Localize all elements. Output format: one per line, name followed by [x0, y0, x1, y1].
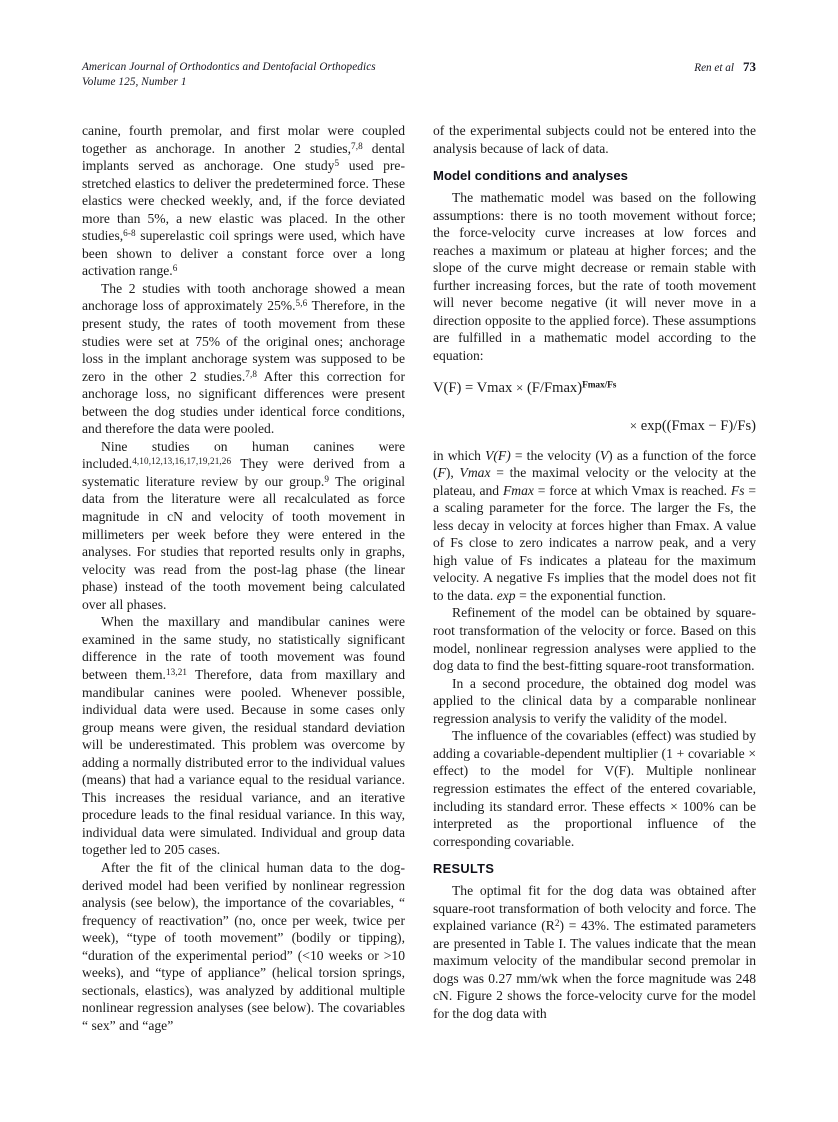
text-run: = force at which Vmax is reached.	[533, 482, 731, 498]
italic-term: V(F)	[485, 447, 511, 463]
italic-term: Fs	[730, 482, 745, 498]
citation-superscript: 7,8	[351, 140, 363, 151]
body-paragraph	[433, 447, 756, 605]
citation-superscript: 5,6	[295, 298, 308, 309]
journal-volume-line: Volume 125, Number 1	[82, 75, 187, 88]
text-run: Nine studies on human canines were included.	[82, 438, 405, 472]
journal-title-line: American Journal of Orthodontics and Dentofacial Orthopedics	[82, 61, 376, 73]
equation-line-2	[433, 397, 756, 435]
text-run: dental implants served as anchorage. One study	[82, 140, 405, 174]
citation-superscript: 2	[554, 918, 560, 929]
running-head-authors-page	[694, 60, 756, 76]
body-paragraph	[433, 882, 756, 1022]
italic-term: Fmax	[502, 482, 534, 498]
text-run: Refinement of the model can be obtained by square-root transformation of the velocity or force. Based on this model, nonlinear regression analyses were applied to the dog data to find the best-fitting square-root transformation.	[433, 605, 756, 674]
text-run: ) = 43%. The estimated parameters are presented in Table I. The values indicate that the mean maximum velocity of the mandibular second premolar in dogs was 0.27 mm/wk when the force magnitude was 248 cN. Figure 2 shows the force-velocity curve for the model for the dog data with	[433, 918, 756, 1021]
text-run: They were derived from a systematic literature review by our group.	[82, 456, 405, 489]
running-head-authors: Ren et al	[694, 62, 734, 74]
model-equation	[433, 365, 756, 447]
italic-term: exp	[496, 587, 516, 603]
text-run: Therefore, data from maxillary and mandibular canines were pooled. Whenever possible, individual data were used. Because in some cases only group means were given, the residual standard deviation will be underestimated. This problem was overcome by adding a normally distributed error to the individual values (means) that had a variance equal to the residual variance. This increases the residual variance, and an iterative procedure leads to the final residual variance. In this way, individual data were simulated. Individual and group data together led to 205 cases.	[82, 666, 405, 858]
body-paragraph	[82, 122, 405, 280]
multiply-symbol: ×	[515, 379, 524, 395]
equation-lhs: V(F) = Vmax	[433, 379, 516, 396]
two-column-body	[82, 122, 756, 1034]
citation-superscript: 6	[172, 263, 178, 274]
body-paragraph	[433, 727, 756, 850]
text-run: used pre-stretched elastics to deliver the predetermined force. These elastics were checked weekly, and, if the force deviated more than 5%, a new elastic was placed. In the other studies,	[82, 158, 405, 244]
citation-superscript: 7,8	[245, 368, 258, 379]
text-run: When the maxillary and mandibular canines were examined in the same study, no statistically significant difference in the rate of tooth movement was found between them.	[82, 614, 405, 682]
citation-superscript: 5	[334, 158, 340, 169]
body-paragraph	[82, 280, 405, 438]
equation-exp-term: exp((Fmax − F)/Fs)	[637, 417, 756, 434]
equation-exponent: Fmax/Fs	[582, 380, 617, 391]
text-run: The 2 studies with tooth anchorage showed a mean anchorage loss of approximately 25%.	[82, 280, 405, 314]
text-run: canine, fourth premolar, and first molar were coupled together as anchorage. In another 2 studies,	[82, 123, 405, 156]
italic-term: F	[437, 465, 446, 481]
text-run: The influence of the covariables (effect) was studied by adding a covariable-dependent multiplier (1 + covariable × effect) to the model for V(F). Multiple nonlinear regression estimates the effect of the entered covariable, including its standard error. These effects × 100% can be interpreted as the proportional influence of the corresponding covariable.	[433, 728, 756, 849]
running-head-journal	[82, 60, 376, 89]
left-column	[82, 122, 405, 1034]
body-paragraph	[82, 438, 405, 613]
text-run: In a second procedure, the obtained dog model was applied to the clinical data by a comparable nonlinear regression analysis to verify the validity of the model.	[433, 675, 756, 726]
body-paragraph	[82, 613, 405, 859]
body-paragraph	[82, 859, 405, 1034]
page-number: 73	[743, 59, 756, 74]
text-run: = a scaling parameter for the force. The larger the Fs, the less decay in velocity at forces higher than Fmax. A value of Fs close to zero indicates a narrow peak, and a very high value of Fs indicates a plateau for the maximum velocity. A negative Fs implies that the model does not fit to the data.	[433, 482, 756, 603]
citation-superscript: 4,10,12,13,16,17,19,21,26	[132, 456, 232, 467]
text-run: The mathematic model was based on the following assumptions: there is no tooth movement without force; the force-velocity curve increases at low forces and reaches a maximum or plateau at higher forces; and the slope of the curve might decrease or remain stable with further increasing forces, but the rate of tooth movement will never become negative (it will never move in a direction opposite to the applied force). These assumptions are fulfilled in a mathematic model according to the equation:	[433, 190, 756, 364]
text-run: Therefore, in the present study, the rates of tooth movement from these studies were set at 75% of the original ones; anchorage loss in the implant anchorage system was supposed to be zero in the other 2 studies.	[82, 298, 405, 384]
italic-term: V	[599, 447, 609, 463]
text-run: The original data from the literature were all recalculated as force magnitude in cN and velocity of tooth movement in millimeters per week before they were entered in the analyses. For studies that reported results only in graphs, velocity was read from the post-lag phase (the linear phase) instead of the tooth movement being calculated over all phases.	[82, 473, 406, 612]
equation-line-1	[433, 379, 756, 397]
section-heading-results: RESULTS	[433, 861, 495, 877]
text-run: of the experimental subjects could not be entered into the analysis because of lack of data.	[433, 123, 756, 156]
multiply-symbol: ×	[629, 417, 638, 433]
text-run: superelastic coil springs were used, which have been shown to deliver a constant force over a long activation range.	[82, 228, 405, 279]
body-paragraph	[433, 122, 756, 157]
citation-superscript: 6-8	[123, 228, 136, 239]
section-heading-model-conditions: Model conditions and analyses	[433, 168, 628, 184]
right-column	[433, 122, 756, 1034]
text-run: ) as a function of the force (	[433, 447, 756, 481]
italic-term: Vmax	[459, 465, 491, 481]
body-paragraph	[433, 675, 756, 728]
text-run: ),	[445, 465, 460, 481]
text-run: After the fit of the clinical human data to the dog-derived model had been verified by nonlinear regression analysis (see below), the importance of the covariables, “ frequency of reactivation” (no, once per week, twice per week), “type of tooth movement” (bodily or tipping), “duration of the experimental period” (<10 weeks or >10 weeks), and “type of appliance” (helical torsion springs, sectionals, elastics), was analyzed by additional multiple nonlinear regression analyses (see below). The covariables “ sex” and “age”	[82, 859, 405, 1033]
text-run: = the maximal velocity or the velocity at the plateau, and	[433, 465, 756, 498]
citation-superscript: 9	[324, 474, 330, 485]
citation-superscript: 13,21	[165, 667, 188, 678]
text-run: The optimal fit for the dog data was obtained after square-root transformation of both velocity and force. The explained variance (R	[433, 883, 756, 934]
text-run: in which	[433, 447, 486, 463]
body-paragraph	[433, 604, 756, 674]
text-run: After this correction for anchorage loss, no significant differences were present between the dog studies under identical force conditions, and therefore the data were pooled.	[82, 368, 405, 437]
running-head	[82, 60, 756, 89]
text-run: = the exponential function.	[515, 587, 666, 603]
body-paragraph	[433, 189, 756, 364]
equation-base: (F/Fmax)	[523, 379, 583, 396]
text-run: = the velocity (	[510, 447, 600, 463]
